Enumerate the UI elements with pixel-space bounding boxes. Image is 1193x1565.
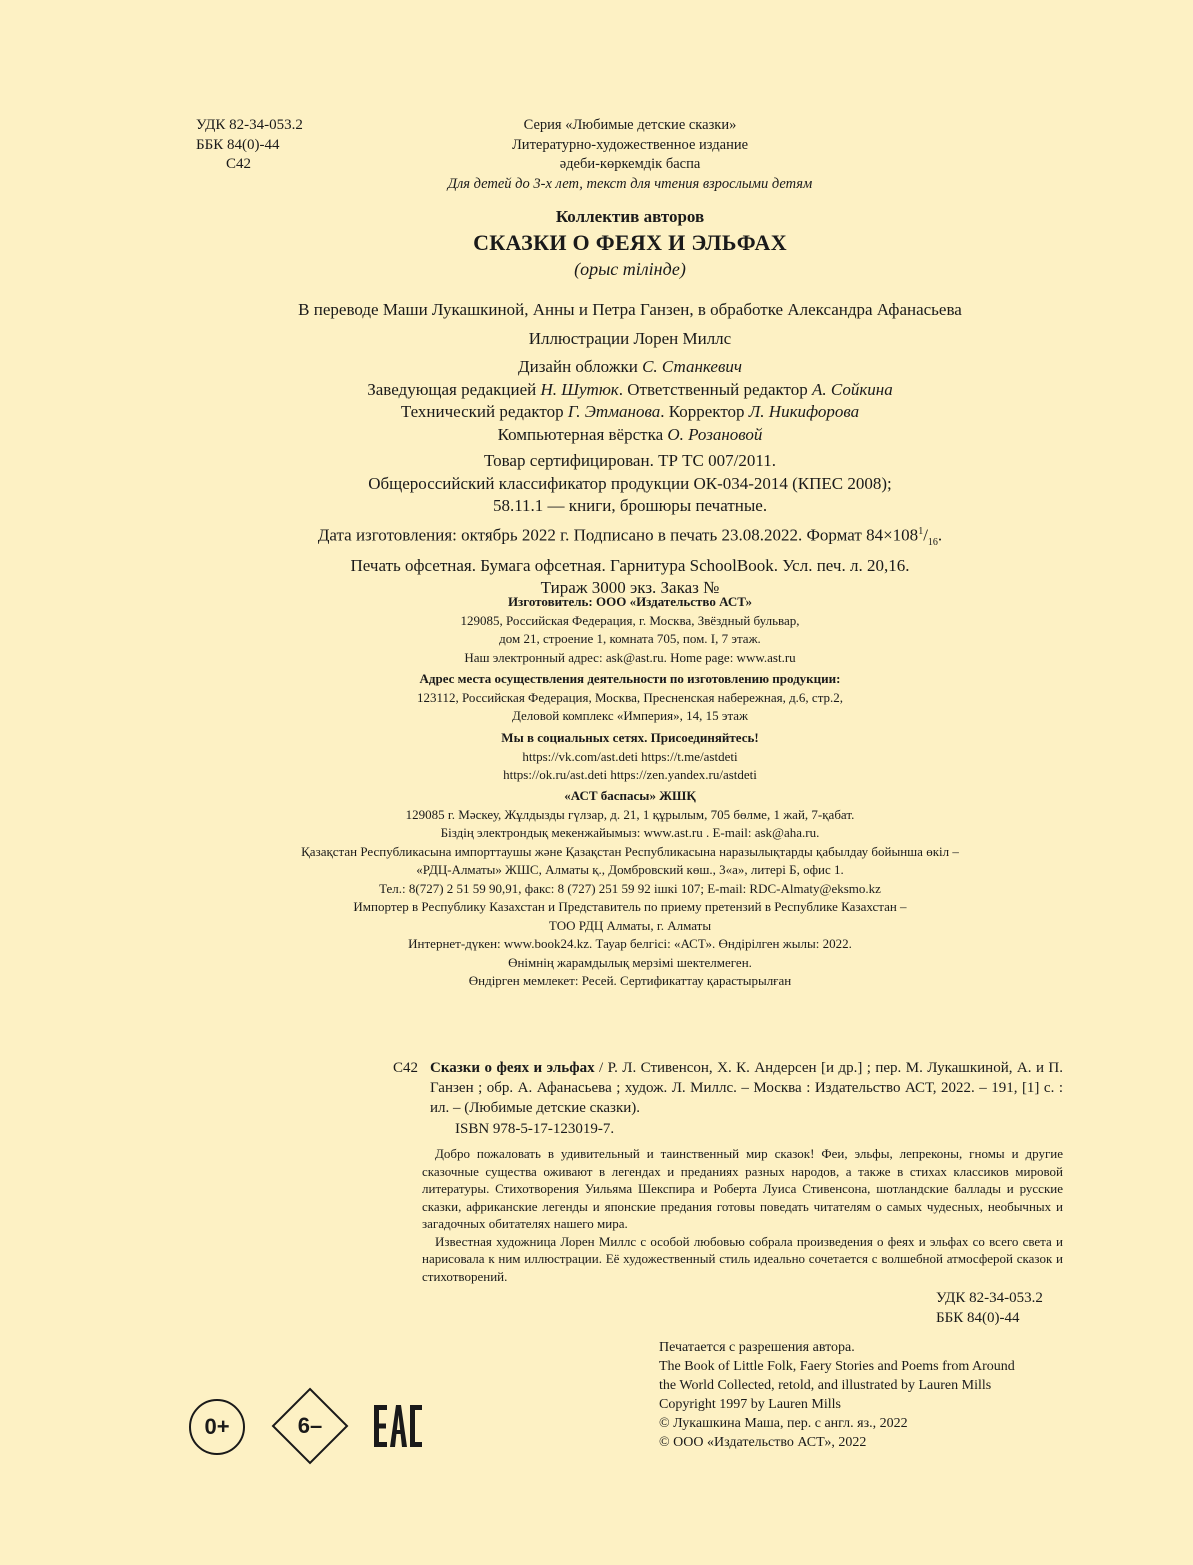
- manufacturer-heading: Изготовитель: ООО «Издательство АСТ»: [507, 594, 753, 609]
- udk-code-bottom: УДК 82-34-053.2: [936, 1290, 1043, 1306]
- genre-ru: Литературно-художественное издание: [511, 136, 749, 153]
- certification: Товар сертифицирован. ТР ТС 007/2011. Общероссийский классификатор продукции ОК-034-2014 (КПЕС 2008); 58.11.1 — книги, брошюры печатные.: [368, 451, 892, 515]
- social-links: [180, 729, 1080, 785]
- manufacturer-info: Изготовитель: ООО «Издательство АСТ» 129085, Российская Федерация, г. Москва, Звёздный бульвар, дом 21, строение 1, комната 705, пом. I, 7 этаж. Наш электронный адрес: ask@ast.ru. Home page: www.ast.ru: [180, 593, 1080, 667]
- printing-details: Дата изготовления: октябрь 2022 г. Подписано в печать 23.08.2022. Формат $84\times 108^1/_{16}$. Печать офсетная. Бумага офсетная. Гарнитура SchoolBook. Усл. печ. л. 20,16. Тираж 3000 экз. Заказ №: [180, 521, 1080, 600]
- annotation: [422, 1145, 1063, 1285]
- age-recommendation-badge: 6–: [271, 1387, 349, 1465]
- layout-line: Компьютерная вёрстка О. Розановой: [497, 424, 763, 444]
- series-info: [330, 116, 930, 194]
- cover-designer: С. Станкевич: [642, 357, 742, 376]
- translation-credit: В переводе Маши Лукашкиной, Анны и Петра Ганзен, в обработке Александра Афанасьева: [298, 300, 962, 319]
- classification-codes: [196, 116, 303, 175]
- production-site-info: Адрес места осуществления деятельности по изготовлению продукции: 123112, Российская Федерация, Москва, Пресненская набережная, д.6, стр.2, Деловой комплекс «Империя», 14, 15 этаж: [180, 670, 1080, 726]
- cover-design-line: Дизайн обложки С. Станкевич: [518, 357, 742, 376]
- social-link-line: https://vk.com/ast.deti https://t.me/astdeti: [522, 748, 738, 764]
- social-link-line: https://ok.ru/ast.deti https://zen.yandex.ru/astdeti: [503, 767, 757, 782]
- series-name: Серия «Любимые детские сказки»: [523, 117, 737, 133]
- udk-code: УДК 82-34-053.2: [196, 117, 303, 133]
- eac-mark-icon: [372, 1403, 424, 1449]
- title-block: [230, 205, 1030, 281]
- biblio-code: С42: [393, 1060, 419, 1076]
- biblio-title: Сказки о феях и эльфах: [430, 1060, 595, 1076]
- tech-editor: Г. Этманова: [567, 402, 661, 421]
- staff-credits: [180, 356, 1080, 446]
- illustration-credit: Иллюстрации Лорен Миллс: [528, 329, 732, 348]
- age-rating-badge: 0+: [189, 1399, 245, 1455]
- bbk-code-bottom: ББК 84(0)-44: [936, 1310, 1020, 1326]
- footer-codes: [936, 1288, 1043, 1328]
- printing-date-format: Дата изготовления: октябрь 2022 г. Подписано в печать 23.08.2022. Формат $84\times 108^1/_{16}$.: [317, 525, 943, 549]
- tech-line: Технический редактор Г. Этманова. Корректор Л. Никифорова: [400, 402, 860, 421]
- production-site-heading: Адрес места осуществления деятельности по изготовлению продукции:: [419, 671, 841, 686]
- bbk-code: ББК 84(0)-44: [196, 136, 280, 153]
- editors-line: Заведующая редакцией Н. Шутюк. Ответственный редактор А. Сойкина: [367, 379, 893, 399]
- author-sign: С42: [226, 156, 252, 172]
- kz-publisher-info: «АСТ баспасы» ЖШҚ 129085 г. Мәскеу, Жұлдызды гүлзар, д. 21, 1 құрылым, 705 бөлме, 1 жай, 7-қабат. Біздің электрондық мекенжайымыз: www.ast.ru . E-mail: ask@aha.ru. Қазақстан Республикасына импорттаушы және Қазақстан Республикасына наразылықтарды қабылдау бойынша өкіл – «РДЦ-Алматы» ЖШС, Алматы қ., Домбровский көш., 3«а», литері Б, офис 1. Тел.: 8(727) 2 51 59 90,91, факс: 8 (727) 251 59 92 ішкі 107; E-mail: RDC-Almaty@eksmo.kz Импортер в Республику Казахстан и Представитель по приему претензий в Республике Казахстан – ТОО РДЦ Алматы, г. Алматы Интернет-дүкен: www.book24.kz. Тауар белгісі: «АСТ». Өндірілген жылы: 2022. Өнімнің жарамдылық мерзімі шектелмеген. Өндірген мемлекет: Ресей. Сертификаттау қарастырылған: [180, 787, 1080, 991]
- isbn: ISBN 978-5-17-123019-7.: [455, 1121, 615, 1137]
- biblio-description: Сказки о феях и эльфах / Р. Л. Стивенсон, Х. К. Андерсен [и др.] ; пер. М. Лукашкиной, А. и П. Ганзен ; обр. А. Афанасьева ; худож. Л. Миллс. – Москва : Издательство АСТ, 2022. – 191, [1] с. : ил. – (Любимые детские сказки).: [430, 1060, 1063, 1116]
- book-title: СКАЗКИ О ФЕЯХ И ЭЛЬФАХ: [473, 230, 787, 255]
- layout-designer: О. Розановой: [667, 424, 763, 444]
- copyright-block: Печатается с разрешения автора. The Book of Little Folk, Faery Stories and Poems from Around the World Collected, retold, and illustrated by Lauren Mills Copyright 1997 by Lauren Mills © Лукашкина Маша, пер. с англ. яз., 2022 © ООО «Издательство АСТ», 2022: [659, 1340, 1015, 1450]
- genre-kz: әдеби-көркемдік баспа: [559, 156, 701, 172]
- kz-heading: «АСТ баспасы» ЖШҚ: [564, 788, 696, 803]
- social-heading: Мы в социальных сетях. Присоединяйтесь!: [501, 730, 759, 745]
- head-editor: Н. Шутюк: [540, 379, 619, 399]
- responsible-editor: А. Сойкина: [812, 379, 893, 399]
- collective-authors: Коллектив авторов: [555, 207, 705, 226]
- proofreader: Л. Никифорова: [748, 402, 860, 421]
- language-note: (орыс тілінде): [574, 259, 686, 279]
- annotation-paragraph: Добро пожаловать в удивительный и таинственный мир сказок! Феи, эльфы, лепреконы, гномы и другие сказочные существа оживают в легендах и преданиях разных народов, а также в стихах классиков мировой литературы. Стихотворения Уильяма Шекспира и Роберта Луиса Стивенсона, шотландские баллады и русские сказки, африканские легенды и японские предания готовы поведать читателям о самых чудесных, необычных и загадочных обитателях нашего мира.: [422, 1146, 1063, 1231]
- annotation-paragraph: Известная художница Лорен Миллс с особой любовью собрала произведения о феях и эльфах со всего света и нарисовала к ним иллюстрации. Её художественный стиль идеально сочетается с волшебной атмосферой сказок и стихотворений.: [422, 1233, 1063, 1284]
- bibliographic-record: [393, 1058, 1063, 1118]
- age-note: Для детей до 3-х лет, текст для чтения взрослыми детям: [447, 175, 813, 192]
